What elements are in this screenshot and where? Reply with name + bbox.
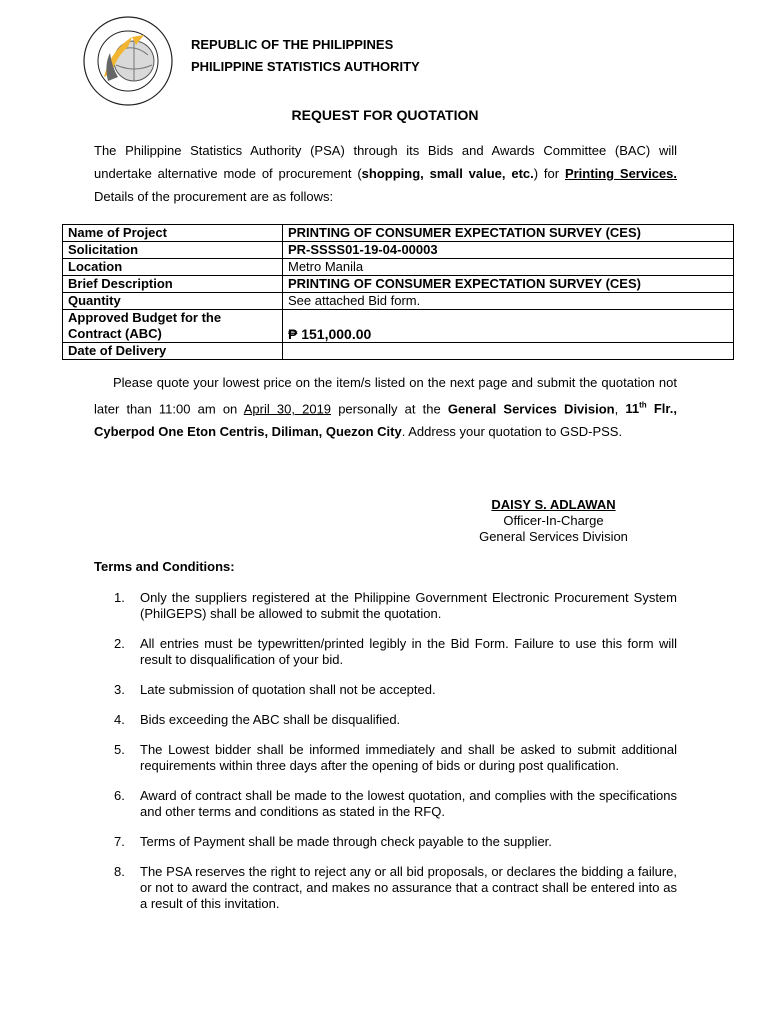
- signatory-name: DAISY S. ADLAWAN: [491, 497, 616, 512]
- list-item: 4. Bids exceeding the ABC shall be disqualified.: [114, 712, 401, 727]
- table-row: [63, 310, 734, 343]
- list-item: 1. Only the suppliers registered at the Philippine Government Electronic Procurement System (PhilGEPS) shall be allowed to submit the quotation.: [114, 590, 677, 621]
- procurement-details-table: [62, 224, 734, 360]
- list-item: 8. The PSA reserves the right to reject any or all bid proposals, or declares the bidding a failure, or not to award the contract, and makes no assurance that a contract shall be entered into as a result of this invitation.: [114, 864, 677, 911]
- agency-heading: PHILIPPINE STATISTICS AUTHORITY: [191, 59, 420, 74]
- table-row: [63, 276, 734, 293]
- row-label: Solicitation: [63, 242, 283, 259]
- row-value: Metro Manila: [283, 259, 734, 276]
- list-item: 5. The Lowest bidder shall be informed immediately and shall be asked to submit additional requirements within three days after the opening of bids or during post qualification.: [114, 742, 677, 773]
- printing-services-link: Printing Services.: [564, 166, 677, 181]
- row-value: PRINTING OF CONSUMER EXPECTATION SURVEY (CES): [283, 225, 734, 242]
- intro-paragraph: The Philippine Statistics Authority (PSA) through its Bids and Awards Committee (BAC) will undertake alternative mode of procurement (shopping, small value, etc.) for Printing Services. Details of the procurement are as follows:: [94, 143, 677, 204]
- row-label: Name of Project: [63, 225, 283, 242]
- row-label: Date of Delivery: [63, 343, 283, 360]
- terms-heading: Terms and Conditions:: [94, 559, 235, 574]
- row-value: See attached Bid form.: [283, 293, 734, 310]
- document-title: REQUEST FOR QUOTATION: [291, 107, 479, 123]
- table-row: [63, 259, 734, 276]
- row-label: Approved Budget for the Contract (ABC): [63, 310, 283, 343]
- list-item: 2. All entries must be typewritten/printed legibly in the Bid Form. Failure to use this form will result to disqualification of your bid.: [114, 636, 677, 667]
- list-item: 3. Late submission of quotation shall not be accepted.: [114, 682, 436, 697]
- list-item: 6. Award of contract shall be made to the lowest quotation, and complies with the specifications and other terms and conditions as stated in the RFQ.: [114, 788, 677, 819]
- row-label: Quantity: [63, 293, 283, 310]
- abc-amount: ₱ 151,000.00: [283, 310, 734, 343]
- table-row: [63, 225, 734, 242]
- psa-logo: [82, 15, 174, 107]
- instructions-paragraph: Please quote your lowest price on the item/s listed on the next page and submit the quotation not later than 11:00 am on April 30, 2019 personally at the General Services Division, 11th Flr., Cyberpod One Eton Centris, Diliman, Quezon City. Address your quotation to GSD-PSS.: [94, 375, 677, 440]
- row-label: Location: [63, 259, 283, 276]
- row-value: [283, 343, 734, 360]
- terms-list: [94, 590, 677, 926]
- signatory-position: Officer-In-Charge: [503, 513, 604, 528]
- table-row: [63, 343, 734, 360]
- signature-block: [450, 497, 657, 545]
- row-value: PR-SSSS01-19-04-00003: [283, 242, 734, 259]
- table-row: [63, 293, 734, 310]
- deadline-date: April 30, 2019: [243, 401, 332, 417]
- row-label: Brief Description: [63, 276, 283, 293]
- republic-heading: REPUBLIC OF THE PHILIPPINES: [191, 37, 394, 52]
- table-row: [63, 242, 734, 259]
- signatory-division: General Services Division: [479, 529, 628, 544]
- list-item: 7. Terms of Payment shall be made through check payable to the supplier.: [114, 834, 552, 849]
- row-value: PRINTING OF CONSUMER EXPECTATION SURVEY (CES): [283, 276, 734, 293]
